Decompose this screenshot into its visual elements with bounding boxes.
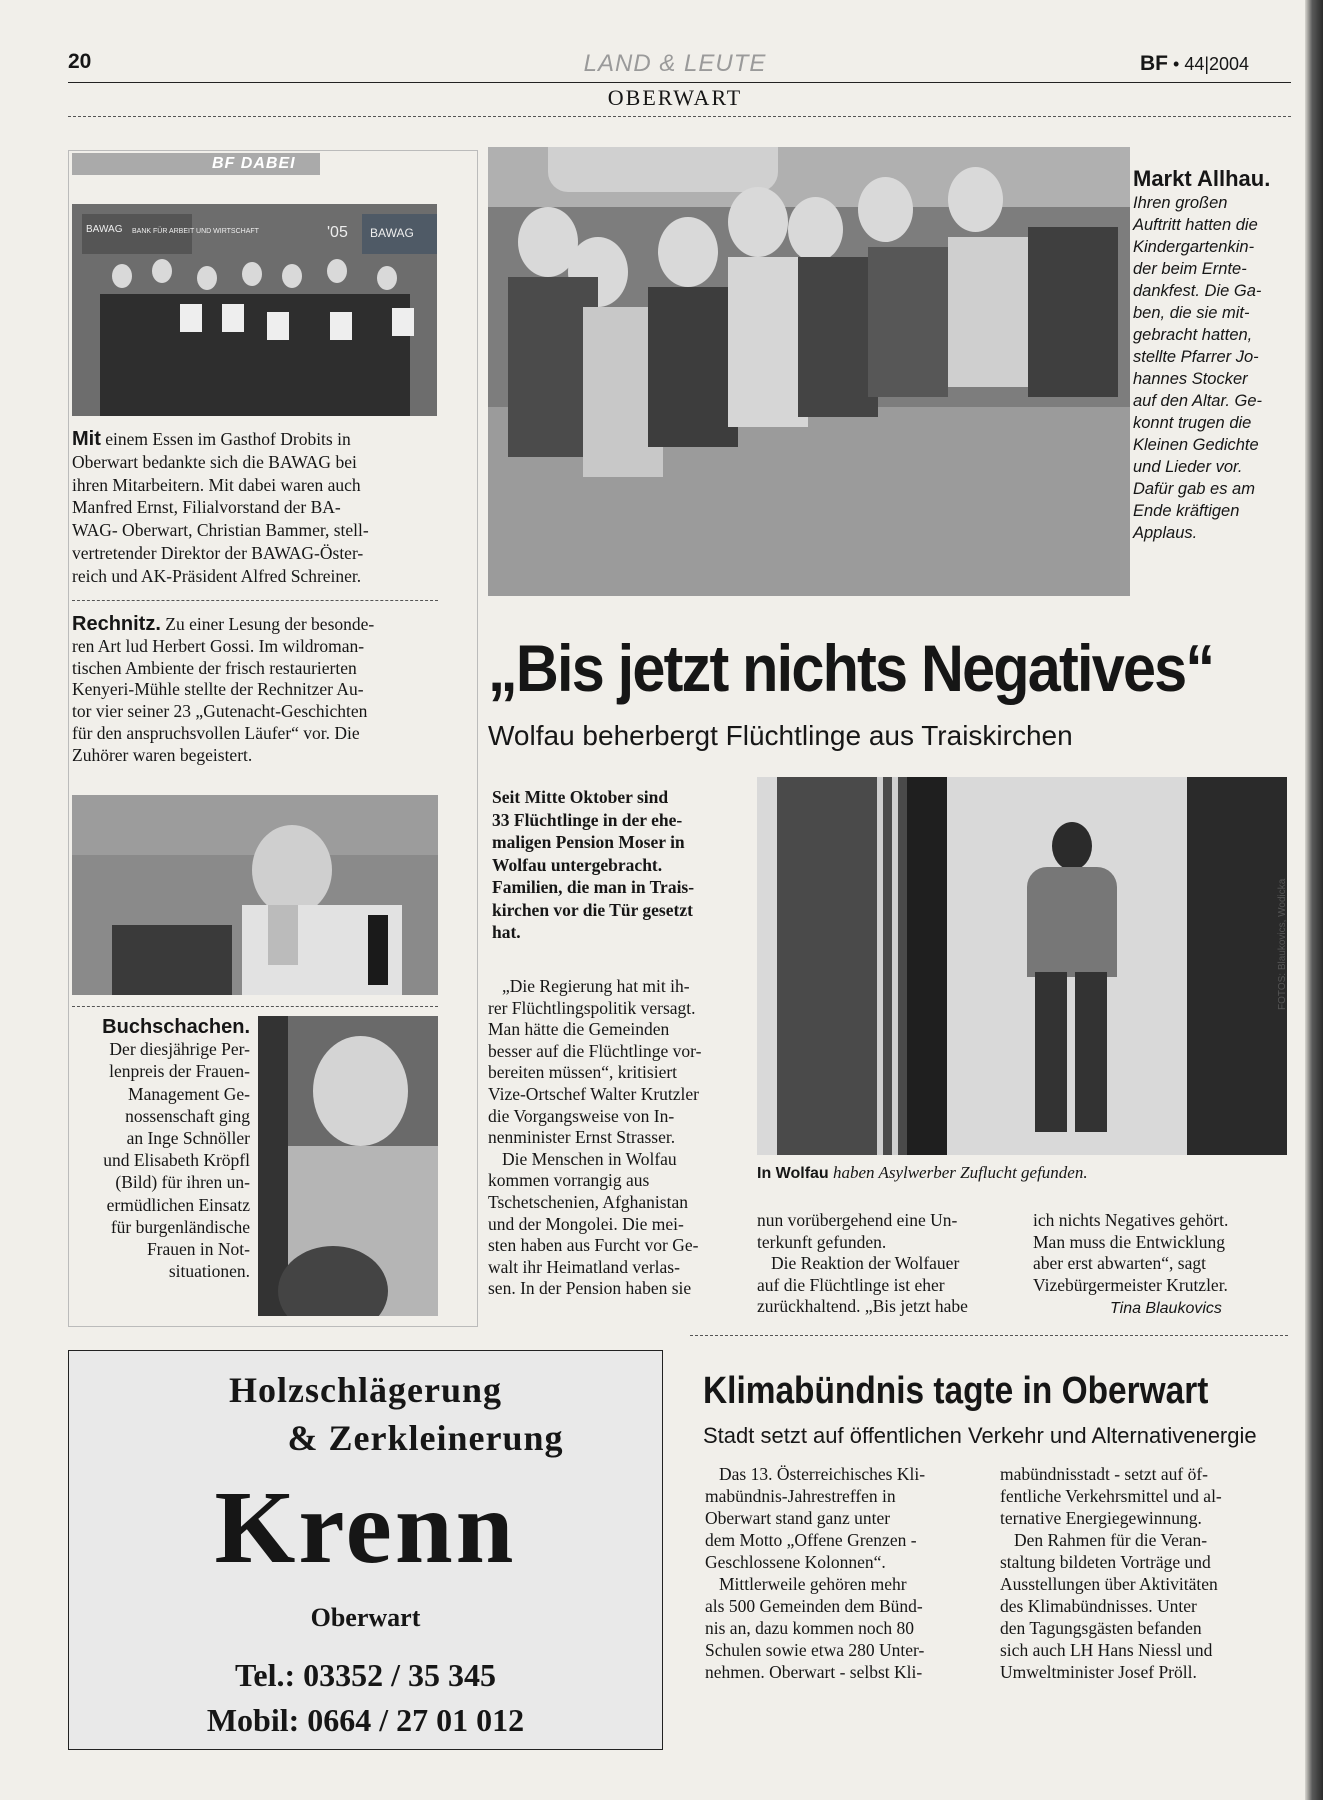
bawag-line: Oberwart bedankte sich die BAWAG bei [72, 451, 357, 472]
body-line: zurückhaltend. „Bis jetzt habe [757, 1296, 968, 1317]
body-line: besser auf die Flüchtlinge vor- [488, 1040, 702, 1061]
body-line: ich nichts Negatives gehört. [1033, 1210, 1229, 1230]
bawag-line: WAG- Oberwart, Christian Bammer, stell- [72, 520, 369, 541]
klima-line: nis an, dazu kommen noch 80 [705, 1618, 914, 1638]
buchschachen-line: Frauen in Not- [146, 1239, 250, 1260]
markt-line: Kleinen Gedichte [1133, 436, 1259, 454]
wolfau-photo [757, 777, 1287, 1155]
markt-line: Ende kräftigen [1133, 502, 1240, 520]
main-column-2 [757, 1210, 1007, 1318]
ad-mobile: Mobil: 0664 / 27 01 012 [206, 1702, 525, 1738]
buchschachen-text [72, 1016, 250, 1282]
buchschachen-line: nossenschaft ging [125, 1105, 250, 1126]
buchschachen-line: Der diesjährige Per- [109, 1039, 250, 1060]
body-line: walt ihr Heimatland verlas- [488, 1256, 680, 1277]
ad-company-name: Krenn [214, 1470, 517, 1585]
section-title: LAND & LEUTE [583, 50, 767, 77]
klima-line: Oberwart stand ganz unter [705, 1508, 891, 1528]
klima-line: Umweltminister Josef Pröll. [1000, 1662, 1197, 1682]
rechnitz-line: tischen Ambiente der frisch restaurierten [72, 657, 357, 678]
wolfau-caption [757, 1163, 1088, 1183]
page-edge-shadow [1305, 0, 1323, 1800]
main-column-3 [1033, 1210, 1288, 1296]
ad-line-1: Holzschlägerung [229, 1370, 502, 1410]
markt-line: Auftritt hatten die [1133, 216, 1258, 234]
markt-line: Applaus. [1133, 524, 1198, 542]
klima-line: staltung bildeten Vorträge und [1000, 1552, 1211, 1572]
markt-line: der beim Ernte- [1133, 260, 1247, 278]
ad-place: Oberwart [310, 1603, 421, 1632]
klima-subheadline: Stadt setzt auf öffentlichen Verkehr und Alternativenergie [703, 1423, 1257, 1448]
bawag-line: vertretender Direktor der BAWAG-Öster- [72, 542, 364, 563]
rechnitz-photo [72, 795, 438, 995]
rechnitz-lead: Rechnitz. [72, 613, 161, 635]
rechnitz-line: Kenyeri-Mühle stellte der Rechnitzer Au- [72, 679, 364, 700]
buchschachen-line: (Bild) für ihren un- [115, 1172, 250, 1193]
publication-name: BF [1140, 52, 1168, 75]
body-line: und der Mongolei. Die mei- [488, 1213, 684, 1234]
intro-line: kirchen vor die Tür gesetzt [492, 899, 693, 920]
markt-line: gebracht hatten, [1133, 326, 1253, 344]
main-headline: „Bis jetzt nichts Negatives“ [488, 631, 1214, 705]
rechnitz-line: Zuhörer waren begeistert. [72, 744, 253, 765]
body-line: Vize-Ortschef Walter Krutzler [488, 1083, 699, 1104]
body-line: sen. In der Pension haben sie [488, 1278, 692, 1299]
caption-text: haben Asylwerber Zuflucht gefunden. [832, 1163, 1088, 1182]
issue-info [1140, 52, 1249, 76]
body-line: Vizebürgermeister Krutzler. [1033, 1274, 1228, 1295]
ad-line-2: & Zerkleinerung [287, 1418, 564, 1458]
klima-divider [690, 1335, 1288, 1336]
markt-line: stellte Pfarrer Jo- [1133, 348, 1259, 366]
left-divider-2 [72, 1006, 438, 1007]
buchschachen-line: lenpreis der Frauen- [109, 1061, 250, 1082]
markt-line: ben, die sie mit- [1133, 304, 1250, 322]
klima-line: Den Rahmen für die Veran- [1014, 1530, 1208, 1550]
markt-allhau-lead: Markt Allhau. [1133, 166, 1271, 191]
intro-line: Wolfau untergebracht. [492, 854, 663, 875]
markt-line: konnt trugen die [1133, 414, 1252, 432]
body-line: die Vorgangsweise von In- [488, 1105, 675, 1126]
left-divider-1 [72, 600, 438, 601]
intro-line: Familien, die man in Trais- [492, 877, 695, 897]
markt-allhau-text [1133, 168, 1298, 544]
bawag-sign-year: '05 [327, 224, 348, 241]
buchschachen-line: ermüdlichen Einsatz [106, 1194, 250, 1215]
buchschachen-photo [258, 1016, 438, 1316]
markt-line: Ihren großen [1133, 194, 1228, 212]
rechnitz-line: ren Art lud Herbert Gossi. Im wildroman- [72, 635, 365, 656]
bf-dabei-tab: BF DABEI [72, 153, 320, 175]
klima-line: ternative Energiegewinnung. [1000, 1508, 1202, 1528]
body-line: sten haben aus Furcht vor Ge- [488, 1235, 699, 1256]
markt-line: dankfest. Die Ga- [1133, 282, 1262, 300]
buchschachen-line: für burgenländische [110, 1216, 250, 1237]
klima-line: als 500 Gemeinden dem Bünd- [705, 1596, 923, 1616]
body-line: Die Menschen in Wolfau [502, 1148, 677, 1169]
klima-line: Ausstellungen über Aktivitäten [1000, 1574, 1218, 1594]
body-line: Man hätte die Gemeinden [488, 1019, 670, 1040]
buchschachen-line: an Inge Schnöller [126, 1128, 250, 1149]
klima-line: Schulen sowie etwa 280 Unter- [705, 1640, 925, 1660]
body-line: kommen vorrangig aus [488, 1170, 650, 1191]
rechnitz-line: Zu einer Lesung der besonde- [165, 614, 375, 634]
klima-line: dem Motto „Offene Grenzen - [705, 1530, 917, 1550]
intro-line: Seit Mitte Oktober sind [492, 787, 669, 807]
body-line: „Die Regierung hat mit ih- [502, 976, 690, 996]
markt-allhau-photo [488, 147, 1130, 596]
rechnitz-line: tor vier seiner 23 „Gutenacht-Geschichten [72, 701, 368, 722]
town-title: OBERWART [607, 85, 743, 110]
klima-column-2 [1000, 1463, 1290, 1683]
klima-headline: Klimabündnis tagte in Oberwart [703, 1370, 1209, 1412]
body-line: aber erst abwarten“, sagt [1033, 1253, 1206, 1274]
klima-line: nehmen. Oberwart - selbst Kli- [705, 1662, 923, 1682]
klima-line: mabündnis-Jahrestreffen in [705, 1486, 896, 1506]
rechnitz-text [72, 614, 438, 767]
ad-phone: Tel.: 03352 / 35 345 [234, 1657, 497, 1693]
klima-line: des Klimabündnisses. Unter [1000, 1596, 1197, 1616]
bawag-photo [72, 204, 437, 416]
main-subheadline: Wolfau beherbergt Flüchtlinge aus Traiskirchen [488, 720, 1073, 751]
body-line: nenminister Ernst Strasser. [488, 1127, 676, 1148]
bawag-sign-right: BAWAG [370, 226, 414, 240]
body-line: bereiten müssen“, kritisiert [488, 1062, 678, 1083]
body-line: Man muss die Entwicklung [1033, 1231, 1225, 1252]
photo-credit: FOTOS: Blaukovics, Wodicka [1277, 878, 1288, 1010]
article-author: Tina Blaukovics [1110, 1300, 1222, 1317]
bawag-line: ihren Mitarbeitern. Mit dabei waren auch [72, 474, 361, 495]
main-column-1 [488, 976, 732, 1300]
krenn-advertisement [68, 1350, 663, 1750]
klima-line: Das 13. Österreichisches Kli- [719, 1464, 926, 1484]
markt-line: auf den Altar. Ge- [1133, 392, 1263, 410]
bawag-lead: Mit [72, 428, 101, 450]
klima-line: Mittlerweile gehören mehr [719, 1574, 907, 1594]
page-number: 20 [68, 50, 92, 73]
buchschachen-lead: Buchschachen. [102, 1016, 250, 1038]
header-rule [68, 82, 1291, 83]
body-line: rer Flüchtlingspolitik versagt. [488, 997, 696, 1018]
bawag-line: einem Essen im Gasthof Drobits in [105, 429, 351, 449]
buchschachen-line: Management Ge- [128, 1083, 250, 1104]
header-dashed-rule [68, 116, 1291, 117]
intro-line: maligen Pension Moser in [492, 832, 685, 852]
klima-line: Geschlossene Kolonnen“. [705, 1552, 886, 1572]
bawag-line: reich und AK-Präsident Alfred Schreiner. [72, 565, 362, 586]
markt-line: Dafür gab es am [1133, 480, 1255, 498]
body-line: nun vorübergehend eine Un- [757, 1210, 958, 1230]
body-line: terkunft gefunden. [757, 1231, 887, 1252]
markt-line: hannes Stocker [1133, 370, 1248, 388]
bawag-sign-banner: BANK FÜR ARBEIT UND WIRTSCHAFT [132, 228, 259, 235]
bawag-text [72, 428, 438, 588]
issue-number: • 44|2004 [1173, 54, 1250, 74]
main-intro [492, 786, 732, 944]
intro-line: hat. [492, 922, 521, 942]
body-line: Tschetschenien, Afghanistan [488, 1191, 688, 1212]
body-line: Die Reaktion der Wolfauer [771, 1253, 960, 1274]
bawag-sign-left: BAWAG [86, 224, 123, 235]
klima-line: sich auch LH Hans Niessl und [1000, 1640, 1213, 1660]
intro-line: 33 Flüchtlinge in der ehe- [492, 809, 683, 830]
bawag-line: Manfred Ernst, Filialvorstand der BA- [72, 497, 341, 518]
klima-line: fentliche Verkehrsmittel und al- [1000, 1486, 1222, 1506]
klima-line: den Tagungsgästen befanden [1000, 1618, 1202, 1638]
markt-line: Kindergartenkin- [1133, 238, 1255, 256]
markt-line: und Lieder vor. [1133, 458, 1243, 476]
buchschachen-line: und Elisabeth Kröpfl [103, 1150, 250, 1171]
klima-column-1 [705, 1463, 975, 1683]
rechnitz-line: für den anspruchsvollen Läufer“ vor. Die [72, 722, 360, 743]
buchschachen-line: situationen. [168, 1261, 250, 1282]
body-line: auf die Flüchtlinge ist eher [757, 1274, 945, 1295]
caption-lead: In Wolfau [757, 1165, 829, 1182]
klima-line: mabündnisstadt - setzt auf öf- [1000, 1464, 1209, 1484]
